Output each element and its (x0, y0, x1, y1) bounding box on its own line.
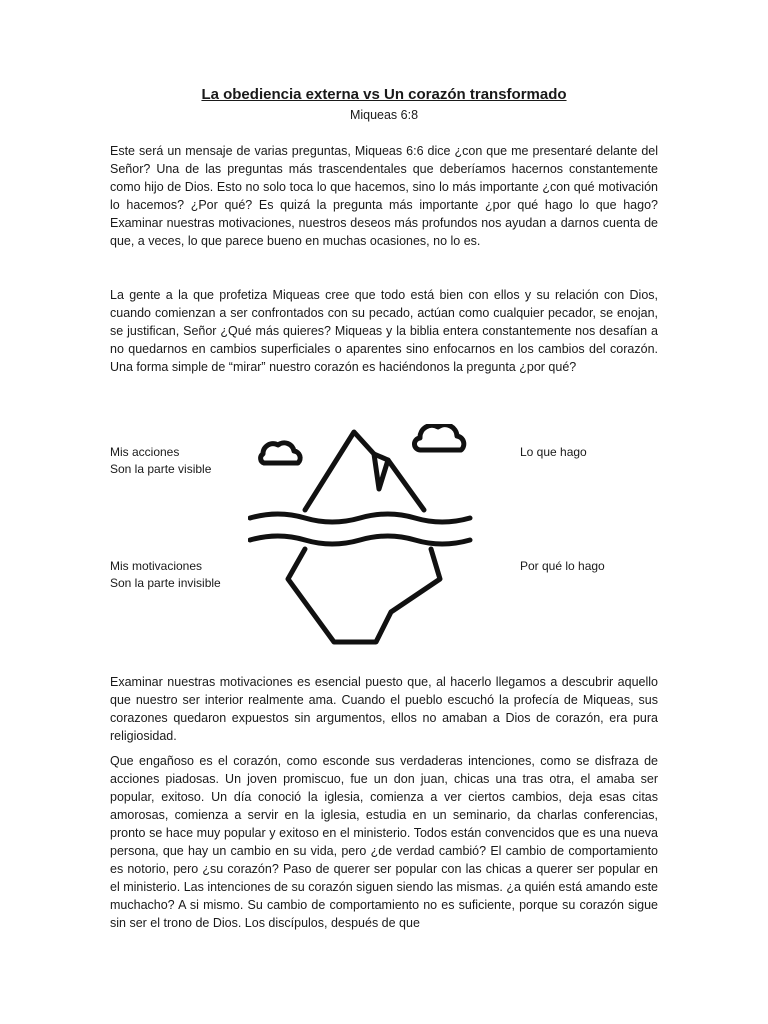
document-title: La obediencia externa vs Un corazón transformado (201, 86, 567, 103)
label-visible-part (110, 444, 211, 477)
waves-icon (250, 514, 470, 544)
label-what-i-do (520, 444, 587, 461)
label-visible-sub: Son la parte visible (110, 461, 212, 476)
label-why-i-do-text: Por qué lo hago (520, 559, 605, 573)
cloud-icon (261, 443, 301, 463)
label-invisible-part (110, 558, 221, 591)
iceberg-underwater-icon (288, 549, 440, 642)
paragraph-2: La gente a la que profetiza Miqueas cree que todo está bien con ellos y su relación con Dios, cuando comienzan a ser confrontados con su pecado, actúan como cualquier pecador, se enojan, se justifican, Señor ¿Qué más quieres? Miqueas y la biblia entera constantemente nos desafían a no quedarnos en cambios superficiales o aparentes sino enfocarnos en los cambios del corazón. Una forma simple de “mirar” nuestro corazón es haciéndonos la pregunta ¿por qué? (110, 288, 658, 374)
label-what-i-do-text: Lo que hago (520, 445, 587, 459)
paragraph-3: Examinar nuestras motivaciones es esencial puesto que, al hacerlo llegamos a descubrir aquello que nuestro ser interior realmente ama. Cuando el pueblo escuchó la profecía de Miqueas, sus corazones quedaron expuestos sin argumentos, ellos no amaban a Dios de corazón, era pura religiosidad. (110, 675, 658, 743)
cloud-icon (414, 425, 463, 450)
paragraph-1: Este será un mensaje de varias preguntas, Miqueas 6:6 dice ¿con que me presentaré delante del Señor? Una de las preguntas más trascendentales que deberíamos hacernos constantemente como hijo de Dios. Esto no solo toca lo que hacemos, sino lo más importante ¿con qué motivación lo hacemos? ¿Por qué? Es quizá la pregunta más importante ¿por qué hago lo que hago? Examinar nuestras motivaciones, nuestros deseos más profundos nos ayudan a darnos cuenta de que, a veces, lo que parece bueno en muchas ocasiones, no lo es. (110, 144, 658, 248)
label-visible-title: Mis acciones (110, 445, 180, 459)
paragraph-4: Que engañoso es el corazón, como esconde sus verdaderas intenciones, como se disfraza de acciones piadosas. Un joven promiscuo, fue un don juan, chicas una tras otra, el amaba ser popular, exitoso. Un día conoció la iglesia, comienza a ver ciertos cambios, deja esas citas amorosas, comienza a servir en la iglesia, estudia en un seminario, da charlas conferencias, pronto se hace muy popular y exitoso en el ministerio. Todos están convencidos que es una nueva persona, que hay un cambio en su vida, pero ¿de verdad cambió? El cambio de comportamiento es notorio, pero ¿su corazón? Paso de querer ser popular con las chicas a querer ser popular en el ministerio. Las intenciones de su corazón siguen siendo las mismas. ¿a quién está amando este muchacho? A si mismo. Su cambio de comportamiento no es suficiente, porque su corazón sigue sin ser el trono de Dios. Los discípulos, después de que (110, 754, 658, 930)
document-subtitle: Miqueas 6:8 (349, 108, 419, 122)
iceberg-diagram (248, 424, 478, 654)
label-invisible-title: Mis motivaciones (110, 559, 203, 573)
iceberg-tip-icon (305, 432, 424, 510)
label-why-i-do (520, 558, 605, 575)
label-invisible-sub: Son la parte invisible (110, 575, 221, 590)
